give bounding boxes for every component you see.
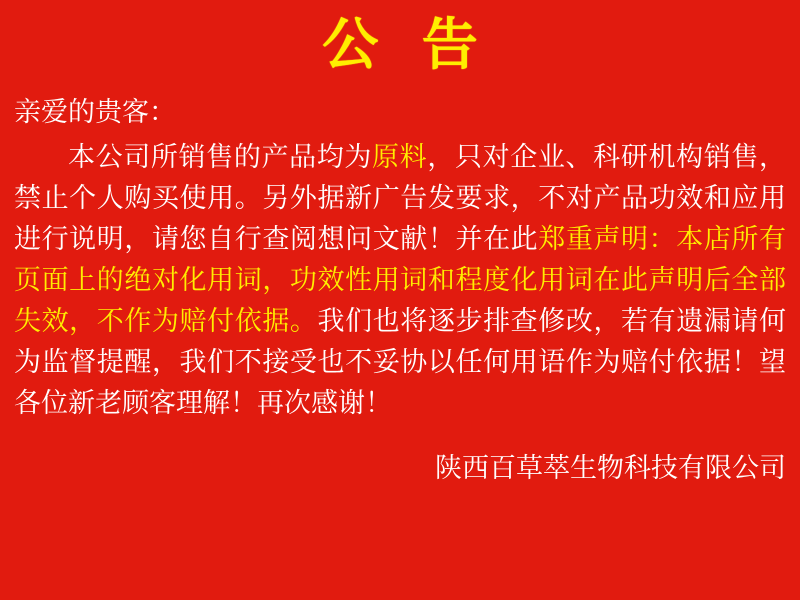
notice-paragraph: [14, 137, 786, 424]
salutation-text: 亲爱的贵客：: [14, 96, 176, 127]
body-segment-5: 我们也将逐步排查修改，若有遗漏请何为监督提醒，我们不接受也不妥协以任何用语作为赔付依据！望各位新老顾客理解！再次感谢！: [14, 305, 787, 418]
page-title: 公 告: [322, 13, 492, 76]
company-signature: 陕西百草萃生物科技有限公司: [435, 452, 786, 483]
notice-body: [0, 76, 800, 424]
body-highlight-raw-material: 原料: [372, 141, 428, 172]
body-segment-1: 本公司所销售的产品均为: [68, 141, 373, 172]
body-highlight-statement: 郑重声明：本店所有页面上的绝对化用词，功效性用词和程度化用词在此声明后全部失效，不作为赔付依据。: [14, 223, 787, 336]
body-segment-3: ，只对企业、科研机构销售，禁止个人购买使用。另外据新广告发要求，不对产品功效和应用进行说明，请您自行查阅想问文献！并在此: [14, 141, 787, 254]
